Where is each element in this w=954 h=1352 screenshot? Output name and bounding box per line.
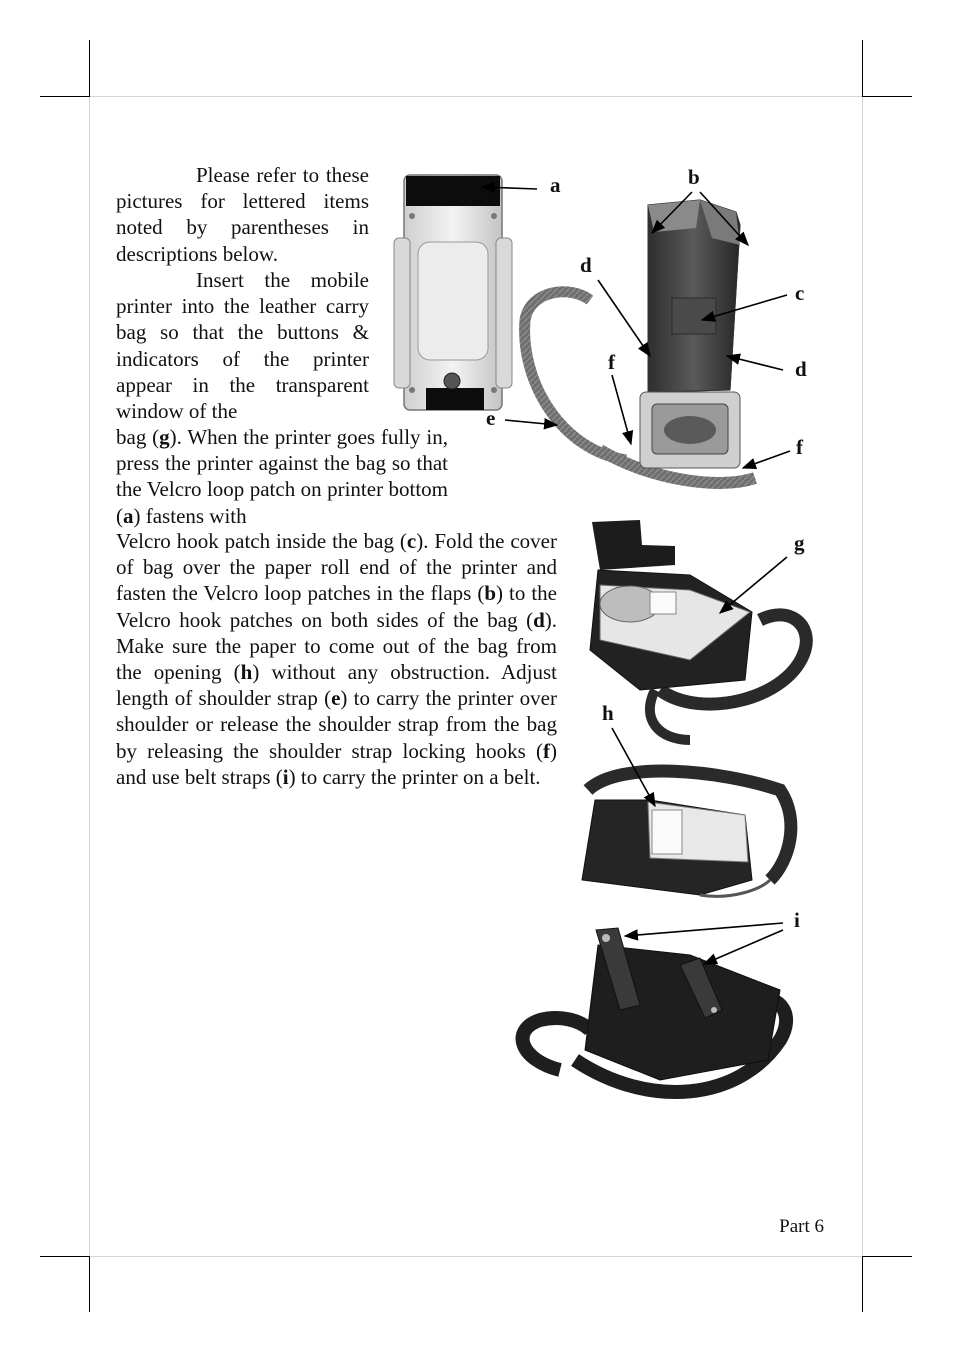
text-run: ) and use belt straps ( bbox=[116, 738, 557, 789]
ref-letter: e bbox=[331, 686, 341, 711]
label-f-right: f bbox=[796, 435, 803, 459]
label-f-left: f bbox=[608, 350, 615, 374]
text-run: Velcro hook patch inside the bag ( bbox=[116, 529, 407, 553]
belt-straps-photo bbox=[523, 928, 787, 1092]
label-b: b bbox=[688, 165, 700, 189]
label-a: a bbox=[550, 173, 561, 197]
ref-letter: g bbox=[159, 425, 170, 449]
label-d-left: d bbox=[580, 253, 592, 277]
text-run: ) to carry the printer on a belt. bbox=[288, 764, 541, 789]
bag-with-printer-photo bbox=[590, 520, 806, 740]
text-run: ) without any obstruction. Adjust length of shoulder strap ( bbox=[116, 660, 557, 711]
closed-bag-photo bbox=[582, 771, 791, 896]
text-run: ) to carry the printer over shoulder or release the shoulder strap from the bag by releasing the shoulder strap locking hooks ( bbox=[116, 686, 557, 763]
label-h: h bbox=[602, 701, 614, 725]
text-run: ). Make sure the paper to come out of the bag from the opening ( bbox=[116, 607, 557, 685]
label-i: i bbox=[794, 908, 800, 932]
page-footer: Part 6 bbox=[779, 1216, 824, 1237]
printer-bottom-photo bbox=[394, 175, 512, 410]
ref-letter: c bbox=[406, 529, 417, 553]
intro-text: Please refer to these pictures for lettered items noted by parentheses in descriptions below. bbox=[116, 163, 369, 266]
ref-letter: i bbox=[282, 764, 289, 789]
label-e: e bbox=[486, 406, 496, 430]
text-run: ). When the printer goes fully in, press the printer against the bag so that the Velcro loop patch on printer bottom ( bbox=[116, 425, 448, 528]
text-run: ) to the Velcro hook patches on both sides of the bag ( bbox=[116, 581, 557, 632]
ref-letter: a bbox=[123, 503, 134, 528]
ref-letter: f bbox=[543, 738, 550, 763]
ref-letter: h bbox=[240, 660, 253, 685]
label-c: c bbox=[795, 281, 805, 305]
label-g: g bbox=[794, 531, 805, 555]
label-d-right: d bbox=[795, 357, 807, 381]
ref-letter: d bbox=[533, 607, 545, 632]
insert-text: Insert the mobile printer into the leather carry bag so that the buttons & indicators of the printer appear in the transparent window of the bbox=[116, 268, 369, 424]
text-run: ) fastens with bbox=[133, 503, 247, 528]
text-run: ). Fold the cover of bag over the paper roll end of the printer and fasten the Velcro loop patches in the flaps ( bbox=[116, 529, 558, 606]
text-run: bag ( bbox=[116, 425, 160, 449]
ref-letter: b bbox=[484, 581, 497, 606]
